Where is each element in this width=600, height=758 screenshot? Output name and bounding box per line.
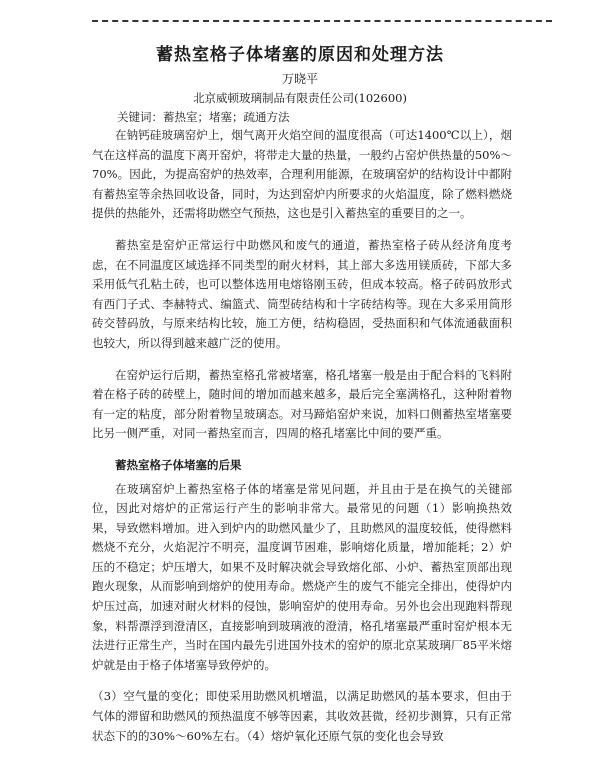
paragraph-intro: 在钠钙硅玻璃窑炉上，烟气离开火焰空间的温度很高（可达1400℃以上），烟气在这样高的温度下离开窑炉，将带走大量的热量，一般约占窑炉供热量的50%～70%。因此，为提高窑炉的热效率，合理利用能源，在玻璃窑炉的结构设计中都附有蓄热室等余热回收设备，同时，为达到窑炉内所要求的火焰温度，除了燃料燃烧提供的热能外，还需将助燃空气预热，这也是引入蓄热室的重要目的之一。 — [92, 128, 512, 221]
article-body — [92, 126, 512, 758]
paragraph-air-volume: （3）空气量的变化；即使采用助燃风机增温，以满足助燃风的基本要求，但由于气体的滞留和助燃风的预热温度不够等因素，其收效甚微，经初步测算，只有正常状态下的的30%～60%左右。（4）熔炉氧化还原气氛的变化也会导致 — [92, 689, 512, 743]
paragraph-regenerator: 蓄热室是窑炉正常运行中助燃风和废气的通道，蓄热室格子砖从经济角度考虑，在不同温度区域选择不同类型的耐火材料，其上部大多选用镁质砖，下部大多采用低气孔粘土砖，也可以整体选用电熔铬刚玉砖，但成本较高。格子砖码放形式有西门子式、李赫特式、编篮式、筒型砖结构和十字砖结构等。现在大多采用筒形砖交替码放，与原来结构比较，施工方便，结构稳固，受热面积和气体流通截面积也较大，所以得到越来越广泛的使用。 — [92, 237, 512, 350]
author-name: 万晓平 — [281, 72, 318, 86]
paragraph-blockage: 在窑炉运行后期，蓄热室格孔常被堵塞，格孔堵塞一般是由于配合料的飞料附着在格子砖的砖壁上，随时间的增加而越来越多，最后完全塞满格孔，这种附着物有一定的粘度，部分附着物呈玻璃态。对马蹄焰窑炉来说，加料口侧蓄热室堵塞要比另一侧严重，对同一蓄热室而言，四周的格孔堵塞比中间的要严重。 — [92, 367, 512, 441]
keywords-line: 关键词：蓄热室；堵塞；疏通方法 — [117, 110, 290, 124]
section-heading: 蓄热室格子体堵塞的后果 — [115, 457, 242, 472]
header-rule — [92, 20, 552, 22]
article-title: 蓄热室格子体堵塞的原因和处理方法 — [156, 45, 444, 65]
paragraph-consequences: 在玻璃窑炉上蓄热室格子体的堵塞是常见问题，并且由于是在换气的关键部位，因此对熔炉的正常运行产生的影响非常大。最常见的问题（1）影响换热效果，导致燃料增加。进入到炉内的助燃风量少了，且助燃风的温度较低，使得燃料燃烧不充分，火焰泥泞不明亮，温度调节困难，影响熔化质量，增加能耗；2）炉压的不稳定；炉压增大，如果不及时解决就会导致熔化部、小炉、蓄热室顶部出现跑火现象，从而影响到熔炉的使用寿命。燃烧产生的废气不能完全排出，使得炉内炉压过高，加速对耐火材料的侵蚀，影响窑炉的使用寿命。另外也会出现跑料帮现象，料帮漂浮到澄清区，直接影响到玻璃液的澄清，格孔堵塞最严重时窑炉根本无法进行正常生产，当时在国内最先引进国外技术的窑炉的原北京某玻璃厂85平米熔炉就是由于格子体堵塞导致停炉的。 — [92, 481, 512, 672]
author-affiliation: 北京威顿玻璃制品有限责任公司(102600) — [193, 91, 407, 105]
